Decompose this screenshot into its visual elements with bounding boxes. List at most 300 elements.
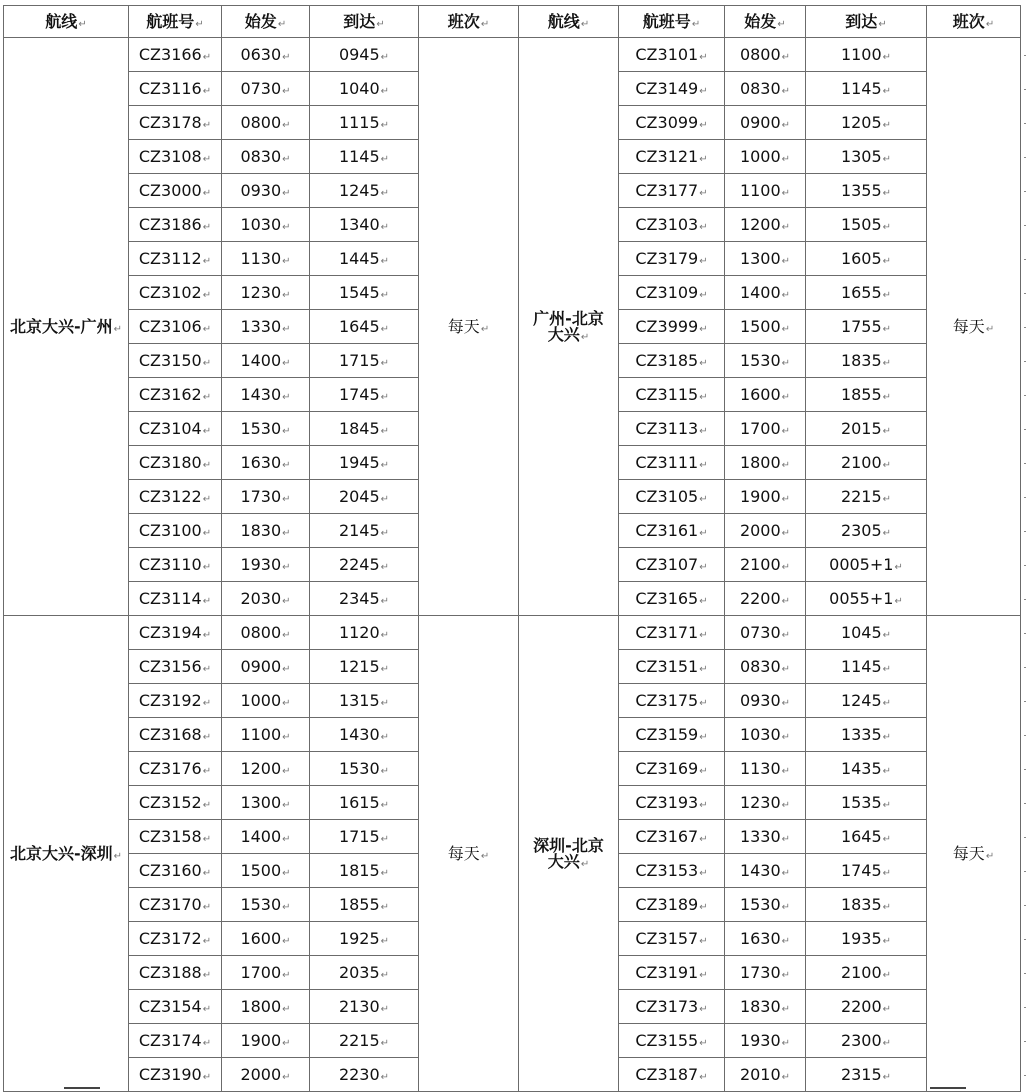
departure-time-text: 0900 <box>240 656 282 676</box>
paragraph-mark-icon: ↵ <box>282 51 291 63</box>
row-end-mark <box>1024 89 1026 90</box>
arrival-time-text: 1845 <box>338 418 380 438</box>
departure-time-text: 0800 <box>240 112 282 132</box>
departure-time-text: 1700 <box>739 418 781 438</box>
departure-time-text: 1830 <box>240 520 282 540</box>
flight-number <box>129 446 222 480</box>
paragraph-mark-icon: ↵ <box>202 119 212 131</box>
arrival-time-text: 1715 <box>338 826 380 846</box>
paragraph-mark-icon: ↵ <box>699 969 708 981</box>
paragraph-mark-icon: ↵ <box>202 85 212 97</box>
flight-number-text: CZ3185 <box>635 350 699 370</box>
departure-time-text: 1530 <box>739 894 781 914</box>
arrival-time-text: 1505 <box>840 214 882 234</box>
return-route-cell <box>519 38 619 616</box>
paragraph-mark-icon: ↵ <box>882 323 892 335</box>
paragraph-mark-icon: ↵ <box>699 799 708 811</box>
flight-number <box>129 1058 222 1092</box>
flight-number-text: CZ3178 <box>138 112 202 132</box>
departure-time-text: 1500 <box>739 316 781 336</box>
flight-number-text: CZ3113 <box>635 418 699 438</box>
arrival-time-text: 1645 <box>338 316 380 336</box>
paragraph-mark-icon: ↵ <box>882 289 892 301</box>
departure-time-text: 1500 <box>240 860 282 880</box>
departure-time-text: 1000 <box>240 690 282 710</box>
flight-number <box>619 922 725 956</box>
flight-number <box>129 854 222 888</box>
paragraph-mark-icon: ↵ <box>699 289 708 301</box>
flight-number-text: CZ3101 <box>635 44 699 64</box>
departure-time-text: 1330 <box>739 826 781 846</box>
paragraph-mark-icon: ↵ <box>380 85 390 97</box>
flight-number-text: CZ3159 <box>635 724 699 744</box>
departure-time <box>222 412 310 446</box>
paragraph-mark-icon: ↵ <box>282 493 291 505</box>
paragraph-mark-icon: ↵ <box>202 51 212 63</box>
arrival-time-text: 1245 <box>338 180 380 200</box>
paragraph-mark-icon: ↵ <box>202 561 212 573</box>
row-end-mark <box>1024 565 1026 566</box>
flight-number-text: CZ3100 <box>138 520 202 540</box>
arrival-time-text: 1445 <box>338 248 380 268</box>
flight-number <box>129 106 222 140</box>
route-label-line2: 大兴 <box>547 324 580 344</box>
paragraph-mark-icon: ↵ <box>202 935 212 947</box>
arrival-time <box>310 480 419 514</box>
paragraph-mark-icon: ↵ <box>882 629 892 641</box>
paragraph-mark-icon: ↵ <box>202 357 212 369</box>
paragraph-mark-icon: ↵ <box>380 833 390 845</box>
paragraph-mark-icon: ↵ <box>202 493 212 505</box>
arrival-time-text: 1205 <box>840 112 882 132</box>
paragraph-mark-icon: ↵ <box>202 663 212 675</box>
flight-number-text: CZ3193 <box>635 792 699 812</box>
paragraph-mark-icon: ↵ <box>282 561 291 573</box>
arrival-time-text: 1535 <box>840 792 882 812</box>
arrival-time <box>310 684 419 718</box>
paragraph-mark-icon: ↵ <box>882 51 892 63</box>
arrival-time <box>310 786 419 820</box>
row-end-mark <box>1024 293 1026 294</box>
arrival-time <box>310 378 419 412</box>
column-header-label: 班次 <box>952 11 985 31</box>
column-header <box>310 6 419 38</box>
paragraph-mark-icon: ↵ <box>376 18 385 30</box>
paragraph-mark-icon: ↵ <box>781 867 791 879</box>
paragraph-mark-icon: ↵ <box>380 663 390 675</box>
flight-number <box>619 72 725 106</box>
flight-number <box>129 922 222 956</box>
flight-number <box>619 582 725 616</box>
arrival-time <box>310 922 419 956</box>
row-end-mark <box>1024 191 1026 192</box>
paragraph-mark-icon: ↵ <box>277 18 287 30</box>
flight-number-text: CZ3166 <box>138 44 202 64</box>
arrival-time-text: 1745 <box>338 384 380 404</box>
arrival-time <box>310 310 419 344</box>
flight-number <box>129 174 222 208</box>
departure-time-text: 0830 <box>739 656 781 676</box>
arrival-time-text: 1115 <box>338 112 380 132</box>
departure-time <box>725 548 806 582</box>
paragraph-mark-icon: ↵ <box>282 357 291 369</box>
arrival-time <box>310 1058 419 1092</box>
paragraph-mark-icon: ↵ <box>202 459 212 471</box>
paragraph-mark-icon: ↵ <box>699 357 708 369</box>
return-route-cell <box>519 616 619 1092</box>
flight-number-text: CZ3158 <box>138 826 202 846</box>
column-header-label: 班次 <box>447 11 480 31</box>
arrival-time <box>310 956 419 990</box>
flight-number <box>619 378 725 412</box>
arrival-time <box>310 72 419 106</box>
arrival-time <box>310 174 419 208</box>
flight-number <box>129 786 222 820</box>
arrival-time <box>806 242 927 276</box>
arrival-time-text: 2215 <box>338 1030 380 1050</box>
flight-number-text: CZ3000 <box>138 180 202 200</box>
departure-time <box>725 480 806 514</box>
paragraph-mark-icon: ↵ <box>202 1003 212 1015</box>
paragraph-mark-icon: ↵ <box>699 629 708 641</box>
paragraph-mark-icon: ↵ <box>380 765 390 777</box>
arrival-time <box>806 616 927 650</box>
departure-time-text: 1400 <box>240 826 282 846</box>
paragraph-mark-icon: ↵ <box>380 561 390 573</box>
paragraph-mark-icon: ↵ <box>202 527 212 539</box>
row-end-mark <box>1024 803 1026 804</box>
column-header <box>619 6 725 38</box>
paragraph-mark-icon: ↵ <box>380 289 390 301</box>
flight-number-text: CZ3103 <box>635 214 699 234</box>
arrival-time-text: 1430 <box>338 724 380 744</box>
arrival-time-text: 1045 <box>840 622 882 642</box>
paragraph-mark-icon: ↵ <box>781 1003 791 1015</box>
paragraph-mark-icon: ↵ <box>380 459 390 471</box>
paragraph-mark-icon: ↵ <box>78 18 87 30</box>
arrival-time-text: 2145 <box>338 520 380 540</box>
arrival-time <box>806 650 927 684</box>
paragraph-mark-icon: ↵ <box>781 731 791 743</box>
arrival-time-text: 2345 <box>338 588 380 608</box>
paragraph-mark-icon: ↵ <box>282 867 291 879</box>
paragraph-mark-icon: ↵ <box>380 595 390 607</box>
departure-time <box>222 344 310 378</box>
departure-time-text: 1830 <box>739 996 781 1016</box>
paragraph-mark-icon: ↵ <box>699 459 708 471</box>
flight-number <box>129 650 222 684</box>
flight-number-text: CZ3169 <box>635 758 699 778</box>
departure-time-text: 1330 <box>240 316 282 336</box>
departure-time-text: 1930 <box>240 554 282 574</box>
departure-time <box>725 990 806 1024</box>
paragraph-mark-icon: ↵ <box>781 1037 791 1049</box>
departure-time-text: 0830 <box>739 78 781 98</box>
paragraph-mark-icon: ↵ <box>894 561 903 573</box>
paragraph-mark-icon: ↵ <box>699 527 708 539</box>
row-end-mark <box>1024 55 1026 56</box>
paragraph-mark-icon: ↵ <box>202 255 212 267</box>
paragraph-mark-icon: ↵ <box>202 765 212 777</box>
paragraph-mark-icon: ↵ <box>282 85 291 97</box>
departure-time <box>222 854 310 888</box>
paragraph-mark-icon: ↵ <box>202 323 212 335</box>
flight-number-text: CZ3121 <box>635 146 699 166</box>
paragraph-mark-icon: ↵ <box>380 867 390 879</box>
paragraph-mark-icon: ↵ <box>882 697 892 709</box>
flight-number <box>619 310 725 344</box>
arrival-time <box>310 446 419 480</box>
row-end-mark <box>1024 1007 1026 1008</box>
arrival-time-text: 1925 <box>338 928 380 948</box>
departure-time-text: 0930 <box>240 180 282 200</box>
arrival-time <box>806 378 927 412</box>
flight-number-text: CZ3162 <box>138 384 202 404</box>
flight-number <box>129 616 222 650</box>
paragraph-mark-icon: ↵ <box>202 425 212 437</box>
arrival-time <box>806 786 927 820</box>
paragraph-mark-icon: ↵ <box>282 663 291 675</box>
paragraph-mark-icon: ↵ <box>699 1003 708 1015</box>
flight-number <box>129 310 222 344</box>
flight-number-text: CZ3109 <box>635 282 699 302</box>
paragraph-mark-icon: ↵ <box>781 289 791 301</box>
paragraph-mark-icon: ↵ <box>882 833 892 845</box>
paragraph-mark-icon: ↵ <box>882 187 892 199</box>
arrival-time-text: 1615 <box>338 792 380 812</box>
route-label-line1: 深圳-北京 <box>533 835 604 855</box>
paragraph-mark-icon: ↵ <box>282 629 291 641</box>
arrival-time <box>806 38 927 72</box>
flight-number <box>129 38 222 72</box>
outbound-route-cell <box>4 616 129 1092</box>
paragraph-mark-icon: ↵ <box>699 935 708 947</box>
flight-number-text: CZ3191 <box>635 962 699 982</box>
flight-number <box>129 344 222 378</box>
flight-number <box>129 208 222 242</box>
paragraph-mark-icon: ↵ <box>781 595 791 607</box>
paragraph-mark-icon: ↵ <box>282 1037 291 1049</box>
flight-number <box>129 480 222 514</box>
paragraph-mark-icon: ↵ <box>380 697 390 709</box>
departure-time <box>222 616 310 650</box>
paragraph-mark-icon: ↵ <box>894 595 903 607</box>
arrival-time <box>806 174 927 208</box>
flight-number-text: CZ3194 <box>138 622 202 642</box>
flight-number <box>619 140 725 174</box>
paragraph-mark-icon: ↵ <box>580 331 590 343</box>
paragraph-mark-icon: ↵ <box>202 629 212 641</box>
departure-time-text: 0930 <box>739 690 781 710</box>
flight-number <box>129 378 222 412</box>
paragraph-mark-icon: ↵ <box>882 1071 892 1083</box>
departure-time <box>222 106 310 140</box>
paragraph-mark-icon: ↵ <box>380 425 390 437</box>
departure-time-text: 1530 <box>739 350 781 370</box>
paragraph-mark-icon: ↵ <box>195 18 204 30</box>
paragraph-mark-icon: ↵ <box>113 850 123 862</box>
arrival-time <box>806 684 927 718</box>
flight-number <box>619 718 725 752</box>
arrival-time-text: 0055+1 <box>829 588 894 608</box>
arrival-time-text: 1435 <box>840 758 882 778</box>
paragraph-mark-icon: ↵ <box>882 765 892 777</box>
paragraph-mark-icon: ↵ <box>380 629 390 641</box>
paragraph-mark-icon: ↵ <box>882 663 892 675</box>
flight-number <box>129 72 222 106</box>
paragraph-mark-icon: ↵ <box>781 765 791 777</box>
row-end-mark <box>1024 225 1026 226</box>
arrival-time-text: 1935 <box>840 928 882 948</box>
departure-time-text: 1800 <box>739 452 781 472</box>
flight-number <box>619 242 725 276</box>
arrival-time <box>310 412 419 446</box>
departure-time <box>222 548 310 582</box>
frequency-label: 每天 <box>952 316 985 336</box>
paragraph-mark-icon: ↵ <box>380 799 390 811</box>
arrival-time-text: 1305 <box>840 146 882 166</box>
paragraph-mark-icon: ↵ <box>781 561 791 573</box>
arrival-time-text: 2245 <box>338 554 380 574</box>
flight-number-text: CZ3189 <box>635 894 699 914</box>
paragraph-mark-icon: ↵ <box>882 493 892 505</box>
flight-number-text: CZ3154 <box>138 996 202 1016</box>
paragraph-mark-icon: ↵ <box>781 255 791 267</box>
arrival-time-text: 1855 <box>338 894 380 914</box>
flight-number <box>129 1024 222 1058</box>
row-end-mark <box>1024 837 1026 838</box>
paragraph-mark-icon: ↵ <box>699 51 708 63</box>
departure-time <box>725 718 806 752</box>
departure-time-text: 1430 <box>240 384 282 404</box>
paragraph-mark-icon: ↵ <box>699 255 708 267</box>
flight-number <box>129 718 222 752</box>
departure-time <box>222 922 310 956</box>
arrival-time <box>310 718 419 752</box>
flight-number <box>129 276 222 310</box>
departure-time-text: 0900 <box>739 112 781 132</box>
arrival-time-text: 1745 <box>840 860 882 880</box>
page-edge-bar <box>930 1087 966 1089</box>
departure-time-text: 1800 <box>240 996 282 1016</box>
flight-number <box>619 1024 725 1058</box>
departure-time-text: 1130 <box>739 758 781 778</box>
paragraph-mark-icon: ↵ <box>781 221 791 233</box>
flight-number <box>619 480 725 514</box>
paragraph-mark-icon: ↵ <box>882 799 892 811</box>
paragraph-mark-icon: ↵ <box>985 323 995 335</box>
flight-number-text: CZ3161 <box>635 520 699 540</box>
flight-number-text: CZ3151 <box>635 656 699 676</box>
arrival-time <box>806 854 927 888</box>
paragraph-mark-icon: ↵ <box>282 255 291 267</box>
departure-time-text: 1000 <box>739 146 781 166</box>
paragraph-mark-icon: ↵ <box>380 1003 390 1015</box>
column-header-label: 到达 <box>845 11 878 31</box>
flight-number-text: CZ3152 <box>138 792 202 812</box>
flight-schedule-table <box>3 5 1021 1092</box>
flight-number <box>619 956 725 990</box>
flight-number-text: CZ3167 <box>635 826 699 846</box>
departure-time <box>725 1024 806 1058</box>
paragraph-mark-icon: ↵ <box>282 901 291 913</box>
arrival-time <box>806 752 927 786</box>
paragraph-mark-icon: ↵ <box>282 799 291 811</box>
row-end-mark <box>1024 769 1026 770</box>
flight-number-text: CZ3114 <box>138 588 202 608</box>
arrival-time <box>310 106 419 140</box>
row-end-mark <box>1024 497 1026 498</box>
flight-number-text: CZ3999 <box>635 316 699 336</box>
flight-number <box>129 888 222 922</box>
departure-time <box>222 888 310 922</box>
flight-number <box>619 106 725 140</box>
row-end-mark <box>1024 395 1026 396</box>
paragraph-mark-icon: ↵ <box>781 425 791 437</box>
arrival-time <box>310 140 419 174</box>
arrival-time <box>310 208 419 242</box>
departure-time <box>725 412 806 446</box>
arrival-time-text: 1245 <box>840 690 882 710</box>
flight-number-text: CZ3104 <box>138 418 202 438</box>
paragraph-mark-icon: ↵ <box>480 850 490 862</box>
arrival-time-text: 1100 <box>840 44 882 64</box>
outbound-route-cell <box>4 38 129 616</box>
paragraph-mark-icon: ↵ <box>202 391 212 403</box>
flight-number-text: CZ3172 <box>138 928 202 948</box>
arrival-time-text: 2035 <box>338 962 380 982</box>
arrival-time-text: 1040 <box>338 78 380 98</box>
paragraph-mark-icon: ↵ <box>699 425 708 437</box>
flight-number <box>619 412 725 446</box>
paragraph-mark-icon: ↵ <box>202 697 212 709</box>
departure-time <box>725 378 806 412</box>
column-header-label: 航班号 <box>146 11 195 31</box>
paragraph-mark-icon: ↵ <box>781 85 791 97</box>
flight-number-text: CZ3112 <box>138 248 202 268</box>
departure-time <box>222 174 310 208</box>
flight-number-text: CZ3099 <box>635 112 699 132</box>
flight-number-text: CZ3170 <box>138 894 202 914</box>
route-label: 北京大兴-深圳 <box>9 843 113 863</box>
arrival-time-text: 1315 <box>338 690 380 710</box>
paragraph-mark-icon: ↵ <box>380 221 390 233</box>
paragraph-mark-icon: ↵ <box>781 357 791 369</box>
departure-time <box>725 310 806 344</box>
paragraph-mark-icon: ↵ <box>380 731 390 743</box>
frequency-label: 每天 <box>952 843 985 863</box>
paragraph-mark-icon: ↵ <box>380 255 390 267</box>
departure-time-text: 1030 <box>739 724 781 744</box>
departure-time-text: 1630 <box>240 452 282 472</box>
paragraph-mark-icon: ↵ <box>282 527 291 539</box>
paragraph-mark-icon: ↵ <box>282 221 291 233</box>
arrival-time-text: 2015 <box>840 418 882 438</box>
paragraph-mark-icon: ↵ <box>380 51 390 63</box>
arrival-time <box>806 310 927 344</box>
arrival-time-text: 2230 <box>338 1064 380 1084</box>
paragraph-mark-icon: ↵ <box>882 425 892 437</box>
departure-time <box>222 786 310 820</box>
paragraph-mark-icon: ↵ <box>777 18 786 30</box>
paragraph-mark-icon: ↵ <box>282 153 291 165</box>
column-header-label: 航班号 <box>642 11 691 31</box>
departure-time-text: 1130 <box>240 248 282 268</box>
departure-time <box>725 174 806 208</box>
paragraph-mark-icon: ↵ <box>699 595 708 607</box>
departure-time-text: 0730 <box>240 78 282 98</box>
paragraph-mark-icon: ↵ <box>282 765 291 777</box>
